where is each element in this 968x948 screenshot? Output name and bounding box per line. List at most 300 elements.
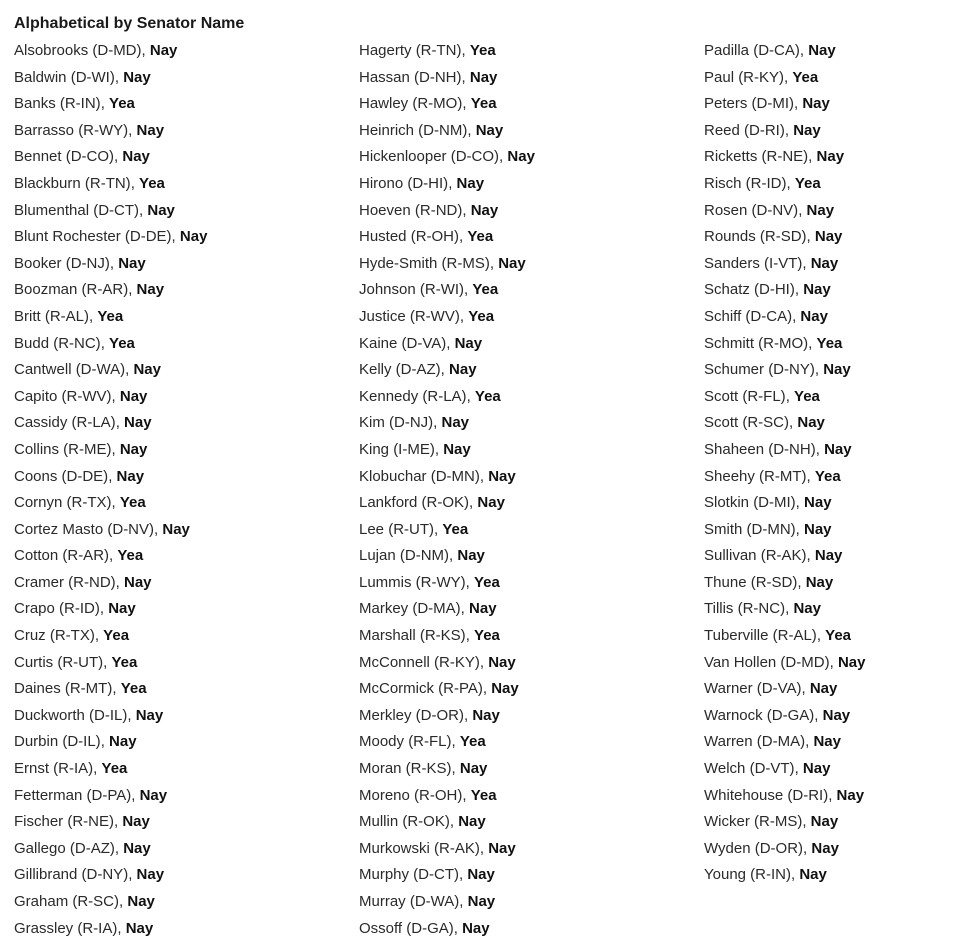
senator-entry: King (I-ME), Nay xyxy=(359,440,471,458)
senator-vote: Nay xyxy=(507,148,535,166)
senator-entry: Cortez Masto (D-NV), Nay xyxy=(14,520,190,538)
senator-name: Coons (D-DE) xyxy=(14,467,109,485)
senator-column-1 xyxy=(14,38,207,942)
senator-vote: Yea xyxy=(474,573,500,591)
senator-vote: Yea xyxy=(472,281,499,299)
senator-entry: Cassidy (R-LA), Nay xyxy=(14,414,152,432)
senator-entry: Curtis (R-UT), Yea xyxy=(14,653,138,671)
senator-vote: Nay xyxy=(133,361,161,379)
senator-name: Rosen (D-NV) xyxy=(704,201,799,219)
senator-vote: Nay xyxy=(124,573,152,591)
senator-name: Rounds (R-SD) xyxy=(704,228,807,246)
senator-entry: Collins (R-ME), Nay xyxy=(14,440,148,458)
senator-entry: Young (R-IN), Nay xyxy=(704,866,827,884)
senator-entry: Cornyn (R-TX), Yea xyxy=(14,494,146,512)
senator-name: Cantwell (D-WA) xyxy=(14,361,126,379)
senator-name: Lujan (D-NM) xyxy=(359,547,450,565)
senator-name: Tuberville (R-AL) xyxy=(704,627,817,645)
senator-name: Murray (D-WA) xyxy=(359,893,460,910)
senator-vote: Nay xyxy=(136,866,165,884)
senator-name: Cortez Masto (D-NV) xyxy=(14,520,155,538)
senator-vote: Yea xyxy=(794,174,821,192)
senator-name: King (I-ME) xyxy=(359,440,435,458)
senator-name: Klobuchar (D-MN) xyxy=(359,467,480,485)
senator-name: Moody (R-FL) xyxy=(359,733,452,751)
senator-name: Cotton (R-AR) xyxy=(14,547,110,565)
senator-column-2 xyxy=(359,38,535,942)
senator-entry: Hassan (D-NH), Nay xyxy=(359,68,498,86)
senator-vote: Nay xyxy=(488,653,516,671)
senator-entry: Sheehy (R-MT), Yea xyxy=(704,467,841,485)
senator-entry: Murphy (D-CT), Nay xyxy=(359,866,495,884)
senator-entry: Alsobrooks (D-MD), Nay xyxy=(14,42,178,59)
senator-name: Sullivan (R-AK) xyxy=(704,547,807,565)
senator-name: Fischer (R-NE) xyxy=(14,813,114,831)
senator-entry: Rounds (R-SD), Nay xyxy=(704,228,843,246)
senator-name: Banks (R-IN) xyxy=(14,95,101,113)
senator-name: Kelly (D-AZ) xyxy=(359,361,441,379)
senator-entry: Gillibrand (D-NY), Nay xyxy=(14,866,165,884)
senator-entry: Warren (D-MA), Nay xyxy=(704,733,841,751)
senator-entry: Britt (R-AL), Yea xyxy=(14,307,124,325)
senator-entry: Boozman (R-AR), Nay xyxy=(14,281,165,299)
senator-entry: Scott (R-FL), Yea xyxy=(704,387,820,405)
senator-entry: Thune (R-SD), Nay xyxy=(704,573,834,591)
senator-name: Grassley (R-IA) xyxy=(14,919,118,937)
senator-entry: Blumenthal (D-CT), Nay xyxy=(14,201,175,219)
senator-entry: Johnson (R-WI), Yea xyxy=(359,281,499,299)
senator-name: Duckworth (D-IL) xyxy=(14,706,128,724)
senator-entry: Markey (D-MA), Nay xyxy=(359,600,497,618)
senator-entry: Lee (R-UT), Yea xyxy=(359,520,469,538)
senator-name: Booker (D-NJ) xyxy=(14,254,110,272)
senator-vote: Yea xyxy=(120,680,147,698)
senator-name: Moreno (R-OH) xyxy=(359,786,463,804)
senator-vote: Nay xyxy=(808,42,836,59)
senator-vote: Nay xyxy=(477,494,505,512)
senator-name: Alsobrooks (D-MD) xyxy=(14,42,142,59)
senator-name: Hawley (R-MO) xyxy=(359,95,463,113)
senator-name: Hoeven (R-ND) xyxy=(359,201,463,219)
senator-name: Moran (R-KS) xyxy=(359,760,452,778)
senator-name: Tillis (R-NC) xyxy=(704,600,786,618)
senator-name: Shaheen (D-NH) xyxy=(704,440,816,458)
senator-name: Kennedy (R-LA) xyxy=(359,387,467,405)
senator-vote: Nay xyxy=(162,520,190,538)
senator-entry: Heinrich (D-NM), Nay xyxy=(359,121,504,139)
senator-entry: Moran (R-KS), Nay xyxy=(359,760,488,778)
senator-entry: Hirono (D-HI), Nay xyxy=(359,174,485,192)
senator-name: Padilla (D-CA) xyxy=(704,42,800,59)
senator-vote: Nay xyxy=(122,148,150,166)
senator-name: Mullin (R-OK) xyxy=(359,813,450,831)
senator-entry: Fischer (R-NE), Nay xyxy=(14,813,150,831)
senator-vote: Yea xyxy=(442,520,469,538)
senator-name: Blackburn (R-TN) xyxy=(14,174,131,192)
senator-name: Van Hollen (D-MD) xyxy=(704,653,830,671)
senator-vote: Yea xyxy=(814,467,841,485)
senator-entry: Schatz (D-HI), Nay xyxy=(704,281,831,299)
senator-vote: Yea xyxy=(103,627,130,645)
senator-vote: Nay xyxy=(470,201,499,219)
senator-entry: Ossoff (D-GA), Nay xyxy=(359,919,490,937)
senator-entry: Padilla (D-CA), Nay xyxy=(704,42,836,59)
senator-name: Merkley (D-OR) xyxy=(359,706,464,724)
senator-name: Sanders (I-VT) xyxy=(704,254,803,272)
senator-name: Whitehouse (D-RI) xyxy=(704,786,829,804)
senator-name: Daines (R-MT) xyxy=(14,680,113,698)
senator-entry: Durbin (D-IL), Nay xyxy=(14,733,137,751)
senator-entry: Reed (D-RI), Nay xyxy=(704,121,821,139)
senator-vote: Nay xyxy=(467,893,496,910)
senator-entry: Banks (R-IN), Yea xyxy=(14,95,135,113)
senator-entry: Ernst (R-IA), Yea xyxy=(14,760,128,778)
senator-vote: Nay xyxy=(122,813,150,831)
senator-vote: Nay xyxy=(488,467,516,485)
senator-name: Marshall (R-KS) xyxy=(359,627,466,645)
senator-vote: Nay xyxy=(802,95,830,113)
senator-name: Kim (D-NJ) xyxy=(359,414,434,432)
senator-vote: Nay xyxy=(136,121,165,139)
senator-name: Justice (R-WV) xyxy=(359,307,460,325)
senator-vote: Nay xyxy=(802,760,831,778)
senator-vote: Yea xyxy=(474,627,500,645)
senator-vote: Nay xyxy=(793,121,821,139)
senator-vote: Yea xyxy=(111,653,138,671)
senator-name: Britt (R-AL) xyxy=(14,307,89,325)
senator-entry: Murkowski (R-AK), Nay xyxy=(359,839,516,857)
senator-name: Boozman (R-AR) xyxy=(14,281,129,299)
senator-entry: Warnock (D-GA), Nay xyxy=(704,706,851,724)
senator-entry: Klobuchar (D-MN), Nay xyxy=(359,467,516,485)
senator-name: Blunt Rochester (D-DE) xyxy=(14,228,172,246)
senator-vote: Nay xyxy=(458,813,486,831)
senator-vote: Yea xyxy=(109,95,135,113)
senator-name: Capito (R-WV) xyxy=(14,387,112,405)
senator-name: Schiff (D-CA) xyxy=(704,307,793,325)
senator-vote: Nay xyxy=(810,813,839,831)
senator-vote: Yea xyxy=(470,95,497,113)
senator-vote: Yea xyxy=(468,307,495,325)
senator-name: Reed (D-RI) xyxy=(704,121,785,139)
senator-name: Lee (R-UT) xyxy=(359,520,435,538)
senator-name: Ricketts (R-NE) xyxy=(704,148,809,166)
senator-name: Johnson (R-WI) xyxy=(359,281,465,299)
senator-entry: Slotkin (D-MI), Nay xyxy=(704,494,832,512)
senator-entry: Gallego (D-AZ), Nay xyxy=(14,839,151,857)
senator-entry: Warner (D-VA), Nay xyxy=(704,680,838,698)
senator-name: Scott (R-FL) xyxy=(704,387,786,405)
senator-name: Warner (D-VA) xyxy=(704,680,802,698)
senator-vote: Nay xyxy=(806,201,835,219)
senator-name: Blumenthal (D-CT) xyxy=(14,201,140,219)
senator-entry: Lujan (D-NM), Nay xyxy=(359,547,485,565)
senator-name: Murphy (D-CT) xyxy=(359,866,459,884)
senator-name: Warnock (D-GA) xyxy=(704,706,815,724)
senator-name: Lummis (R-WY) xyxy=(359,573,466,591)
senator-entry: Cramer (R-ND), Nay xyxy=(14,573,152,591)
senator-vote: Nay xyxy=(800,307,828,325)
senator-name: Gillibrand (D-NY) xyxy=(14,866,129,884)
senator-name: Wyden (D-OR) xyxy=(704,839,804,857)
senator-vote: Yea xyxy=(109,334,135,352)
senator-entry: Blackburn (R-TN), Yea xyxy=(14,174,165,192)
senator-vote: Yea xyxy=(792,68,819,86)
senator-entry: Tillis (R-NC), Nay xyxy=(704,600,821,618)
senator-vote: Nay xyxy=(491,680,519,698)
senator-vote: Nay xyxy=(179,228,208,246)
senator-name: Cassidy (R-LA) xyxy=(14,414,116,432)
senator-entry: Sanders (I-VT), Nay xyxy=(704,254,839,272)
senator-entry: Kelly (D-AZ), Nay xyxy=(359,361,477,379)
senator-name: Wicker (R-MS) xyxy=(704,813,803,831)
senator-name: Peters (D-MI) xyxy=(704,95,794,113)
senator-entry: Capito (R-WV), Nay xyxy=(14,387,148,405)
senator-name: Hassan (D-NH) xyxy=(359,68,462,86)
senator-name: Cramer (R-ND) xyxy=(14,573,116,591)
senator-name: Markey (D-MA) xyxy=(359,600,461,618)
senator-vote: Nay xyxy=(488,839,516,857)
senator-entry: Peters (D-MI), Nay xyxy=(704,95,830,113)
senator-vote: Nay xyxy=(805,573,834,591)
senator-name: Sheehy (R-MT) xyxy=(704,467,807,485)
senator-vote: Nay xyxy=(809,680,838,698)
senator-name: McCormick (R-PA) xyxy=(359,680,483,698)
senator-entry: Schumer (D-NY), Nay xyxy=(704,361,851,379)
senator-entry: Daines (R-MT), Yea xyxy=(14,680,147,698)
senator-name: Fetterman (D-PA) xyxy=(14,786,132,804)
senator-entry: Graham (R-SC), Nay xyxy=(14,893,155,910)
senator-entry: Schiff (D-CA), Nay xyxy=(704,307,828,325)
senator-entry: Bennet (D-CO), Nay xyxy=(14,148,150,166)
senator-vote: Yea xyxy=(117,547,144,565)
senator-vote: Nay xyxy=(119,387,148,405)
senator-vote: Nay xyxy=(837,653,866,671)
senator-entry: Hoeven (R-ND), Nay xyxy=(359,201,499,219)
senator-vote: Nay xyxy=(804,520,832,538)
senator-vote: Nay xyxy=(813,733,841,751)
senator-vote: Nay xyxy=(108,600,136,618)
senator-vote: Yea xyxy=(101,760,128,778)
senator-vote: Yea xyxy=(139,174,165,192)
senator-name: Budd (R-NC) xyxy=(14,334,101,352)
senator-entry: Lummis (R-WY), Yea xyxy=(359,573,500,591)
senator-entry: Cotton (R-AR), Yea xyxy=(14,547,144,565)
senator-name: Paul (R-KY) xyxy=(704,68,785,86)
senator-entry: Booker (D-NJ), Nay xyxy=(14,254,146,272)
senator-vote: Nay xyxy=(135,706,164,724)
senator-vote: Nay xyxy=(127,893,155,910)
senator-entry: Cruz (R-TX), Yea xyxy=(14,627,130,645)
senator-vote: Nay xyxy=(804,494,832,512)
senator-column-3 xyxy=(704,38,865,889)
senator-name: Slotkin (D-MI) xyxy=(704,494,796,512)
senator-vote: Nay xyxy=(124,414,152,432)
senator-entry: Fetterman (D-PA), Nay xyxy=(14,786,168,804)
senator-entry: Merkley (D-OR), Nay xyxy=(359,706,500,724)
senator-entry: Tuberville (R-AL), Yea xyxy=(704,627,852,645)
senator-name: Lankford (R-OK) xyxy=(359,494,470,512)
senator-entry: Whitehouse (D-RI), Nay xyxy=(704,786,865,804)
senator-name: Durbin (D-IL) xyxy=(14,733,101,751)
senator-vote: Nay xyxy=(443,440,471,458)
senator-vote: Nay xyxy=(836,786,865,804)
senator-vote: Nay xyxy=(803,281,831,299)
senator-vote: Yea xyxy=(119,494,146,512)
senator-name: Warren (D-MA) xyxy=(704,733,806,751)
senator-vote: Nay xyxy=(119,440,148,458)
senator-entry: Smith (D-MN), Nay xyxy=(704,520,832,538)
senator-entry: Mullin (R-OK), Nay xyxy=(359,813,486,831)
senator-vote: Nay xyxy=(469,68,498,86)
senator-entry: Justice (R-WV), Yea xyxy=(359,307,495,325)
senator-name: McConnell (R-KY) xyxy=(359,653,480,671)
senator-vote: Nay xyxy=(475,121,504,139)
senator-entry: Blunt Rochester (D-DE), Nay xyxy=(14,228,208,246)
senator-vote: Nay xyxy=(469,600,497,618)
senator-name: Risch (R-ID) xyxy=(704,174,787,192)
senator-name: Scott (R-SC) xyxy=(704,414,790,432)
senator-vote: Nay xyxy=(125,919,154,937)
senator-entry: Murray (D-WA), Nay xyxy=(359,893,496,910)
senator-entry: McCormick (R-PA), Nay xyxy=(359,680,519,698)
senator-name: Crapo (R-ID) xyxy=(14,600,100,618)
senator-vote: Nay xyxy=(456,174,485,192)
senator-name: Schumer (D-NY) xyxy=(704,361,815,379)
senator-name: Young (R-IN) xyxy=(704,866,791,884)
senator-vote: Nay xyxy=(793,600,821,618)
senator-entry: Grassley (R-IA), Nay xyxy=(14,919,154,937)
senator-entry: Budd (R-NC), Yea xyxy=(14,334,135,352)
senator-entry: Wyden (D-OR), Nay xyxy=(704,839,839,857)
senator-name: Gallego (D-AZ) xyxy=(14,839,115,857)
senator-name: Murkowski (R-AK) xyxy=(359,839,480,857)
senator-entry: Crapo (R-ID), Nay xyxy=(14,600,136,618)
senator-vote: Yea xyxy=(459,733,486,751)
senator-entry: Barrasso (R-WY), Nay xyxy=(14,121,165,139)
senator-name: Husted (R-OH) xyxy=(359,228,460,246)
senator-vote: Nay xyxy=(816,148,845,166)
senator-entry: Cantwell (D-WA), Nay xyxy=(14,361,161,379)
senator-name: Schatz (D-HI) xyxy=(704,281,795,299)
senator-entry: Shaheen (D-NH), Nay xyxy=(704,440,852,458)
senator-entry: Baldwin (D-WI), Nay xyxy=(14,68,151,86)
senator-name: Hickenlooper (D-CO) xyxy=(359,148,500,166)
senator-name: Hyde-Smith (R-MS) xyxy=(359,254,490,272)
senator-name: Hirono (D-HI) xyxy=(359,174,449,192)
senator-entry: Moody (R-FL), Yea xyxy=(359,733,486,751)
senator-vote: Nay xyxy=(147,201,175,219)
senator-vote: Nay xyxy=(136,281,165,299)
senator-entry: Kaine (D-VA), Nay xyxy=(359,334,483,352)
senator-entry: Lankford (R-OK), Nay xyxy=(359,494,505,512)
senator-vote: Nay xyxy=(116,467,145,485)
senator-entry: Hickenlooper (D-CO), Nay xyxy=(359,148,535,166)
senator-vote: Nay xyxy=(823,361,851,379)
senator-vote: Nay xyxy=(459,760,488,778)
senator-vote: Nay xyxy=(109,733,137,751)
senator-entry: Kim (D-NJ), Nay xyxy=(359,414,470,432)
senator-vote: Nay xyxy=(467,866,495,884)
senator-entry: Paul (R-KY), Yea xyxy=(704,68,819,86)
senator-name: Ernst (R-IA) xyxy=(14,760,94,778)
senator-name: Bennet (D-CO) xyxy=(14,148,115,166)
senator-vote: Nay xyxy=(810,254,839,272)
senator-vote: Nay xyxy=(498,254,526,272)
senator-entry: Moreno (R-OH), Yea xyxy=(359,786,497,804)
senator-entry: McConnell (R-KY), Nay xyxy=(359,653,516,671)
senator-vote: Nay xyxy=(797,414,825,432)
senator-entry: Coons (D-DE), Nay xyxy=(14,467,145,485)
senator-vote: Nay xyxy=(449,361,477,379)
senator-vote: Nay xyxy=(822,706,851,724)
senator-entry: Ricketts (R-NE), Nay xyxy=(704,148,845,166)
senator-vote: Nay xyxy=(814,228,843,246)
senator-vote: Nay xyxy=(457,547,485,565)
senator-vote: Nay xyxy=(811,839,839,857)
senator-vote: Yea xyxy=(794,387,820,405)
senator-name: Cruz (R-TX) xyxy=(14,627,95,645)
senator-vote: Yea xyxy=(474,387,501,405)
senator-name: Kaine (D-VA) xyxy=(359,334,447,352)
senator-vote: Nay xyxy=(149,42,178,59)
senator-vote: Nay xyxy=(799,866,827,884)
senator-vote: Yea xyxy=(825,627,852,645)
senator-vote: Yea xyxy=(467,228,494,246)
senator-vote: Yea xyxy=(816,334,843,352)
senator-name: Smith (D-MN) xyxy=(704,520,796,538)
list-heading: Alphabetical by Senator Name xyxy=(14,15,245,32)
senator-vote: Nay xyxy=(814,547,843,565)
senator-entry: Welch (D-VT), Nay xyxy=(704,760,831,778)
senator-vote: Yea xyxy=(97,307,124,325)
senator-name: Heinrich (D-NM) xyxy=(359,121,468,139)
senator-entry: Rosen (D-NV), Nay xyxy=(704,201,835,219)
senator-entry: Hyde-Smith (R-MS), Nay xyxy=(359,254,526,272)
senator-name: Hagerty (R-TN) xyxy=(359,42,462,59)
senator-vote: Nay xyxy=(824,440,852,458)
senator-vote: Yea xyxy=(469,42,496,59)
senator-vote: Nay xyxy=(118,254,146,272)
senator-name: Cornyn (R-TX) xyxy=(14,494,112,512)
senator-entry: Kennedy (R-LA), Yea xyxy=(359,387,501,405)
senator-entry: Van Hollen (D-MD), Nay xyxy=(704,653,866,671)
senator-name: Thune (R-SD) xyxy=(704,573,798,591)
senator-entry: Sullivan (R-AK), Nay xyxy=(704,547,843,565)
senator-entry: Scott (R-SC), Nay xyxy=(704,414,825,432)
senator-entry: Wicker (R-MS), Nay xyxy=(704,813,839,831)
senator-vote: Nay xyxy=(441,414,470,432)
senator-vote: Nay xyxy=(139,786,168,804)
senator-entry: Duckworth (D-IL), Nay xyxy=(14,706,164,724)
senator-name: Welch (D-VT) xyxy=(704,760,795,778)
senator-vote: Nay xyxy=(462,919,490,937)
senator-name: Graham (R-SC) xyxy=(14,893,120,910)
senator-name: Schmitt (R-MO) xyxy=(704,334,809,352)
senator-vote: Nay xyxy=(123,68,151,86)
senator-name: Curtis (R-UT) xyxy=(14,653,104,671)
senator-vote: Nay xyxy=(454,334,483,352)
senator-entry: Risch (R-ID), Yea xyxy=(704,174,821,192)
senator-name: Barrasso (R-WY) xyxy=(14,121,129,139)
senator-vote: Nay xyxy=(123,839,151,857)
senator-entry: Hawley (R-MO), Yea xyxy=(359,95,497,113)
senator-entry: Schmitt (R-MO), Yea xyxy=(704,334,843,352)
senator-entry: Hagerty (R-TN), Yea xyxy=(359,42,496,59)
senator-vote: Yea xyxy=(470,786,497,804)
senator-name: Collins (R-ME) xyxy=(14,440,112,458)
senator-entry: Husted (R-OH), Yea xyxy=(359,228,494,246)
